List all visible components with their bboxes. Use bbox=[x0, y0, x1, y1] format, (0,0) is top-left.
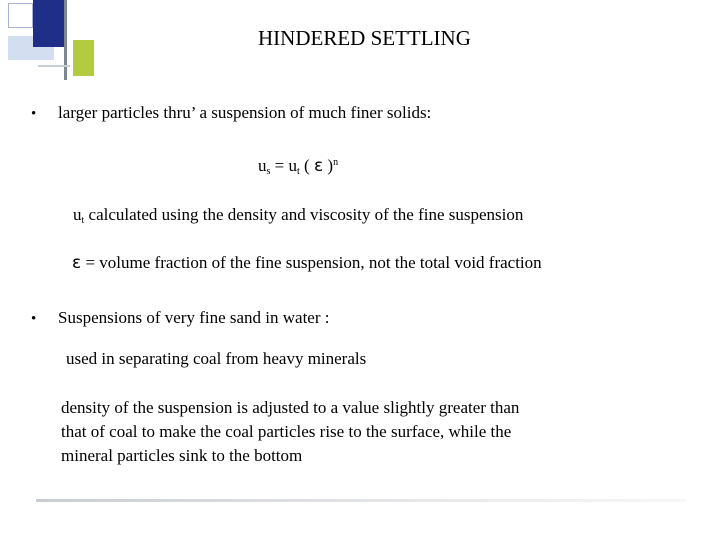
decorative-outline-square bbox=[8, 3, 33, 28]
terminal-velocity-note bbox=[73, 205, 523, 231]
decorative-navy-block bbox=[33, 0, 66, 47]
paragraph-line: that of coal to make the coal particles rise to the surface, while the bbox=[61, 422, 512, 441]
settling-velocity-equation bbox=[258, 153, 338, 182]
equation-open-paren: ( bbox=[299, 156, 314, 175]
equation-close-paren: ) bbox=[323, 156, 334, 175]
note-text: calculated using the density and viscosity of the fine suspension bbox=[84, 205, 524, 224]
decorative-horizontal-line bbox=[38, 65, 70, 67]
equation-epsilon: ε bbox=[313, 156, 324, 176]
bullet-text-1: larger particles thru’ a suspension of much finer solids: bbox=[58, 103, 432, 122]
coal-separation-note: used in separating coal from heavy minerals bbox=[66, 349, 367, 368]
equation-lhs: u bbox=[258, 156, 267, 175]
bullet-marker-2: • bbox=[31, 311, 37, 327]
bullet-text-2: Suspensions of very fine sand in water : bbox=[58, 308, 330, 327]
paragraph-line: mineral particles sink to the bottom bbox=[61, 446, 303, 465]
equation-lhs-subscript: s bbox=[266, 166, 271, 177]
density-explanation-paragraph bbox=[61, 396, 661, 468]
note-symbol: u bbox=[73, 205, 82, 224]
note-epsilon: ε bbox=[72, 253, 82, 273]
bullet-marker-1: • bbox=[31, 106, 37, 122]
equation-exponent: n bbox=[333, 157, 339, 168]
note-symbol-subscript: t bbox=[81, 215, 85, 226]
volume-fraction-note bbox=[72, 253, 542, 273]
decorative-green-block bbox=[73, 40, 94, 76]
slide-title: HINDERED SETTLING bbox=[258, 26, 471, 50]
paragraph-line: density of the suspension is adjusted to a value slightly greater than bbox=[61, 398, 520, 417]
note-text: = volume fraction of the fine suspension, not the total void fraction bbox=[81, 253, 542, 272]
equation-equals: = u bbox=[270, 156, 297, 175]
equation-rhs-subscript: t bbox=[297, 166, 300, 177]
footer-divider bbox=[36, 499, 686, 502]
decorative-vertical-line bbox=[64, 0, 67, 80]
